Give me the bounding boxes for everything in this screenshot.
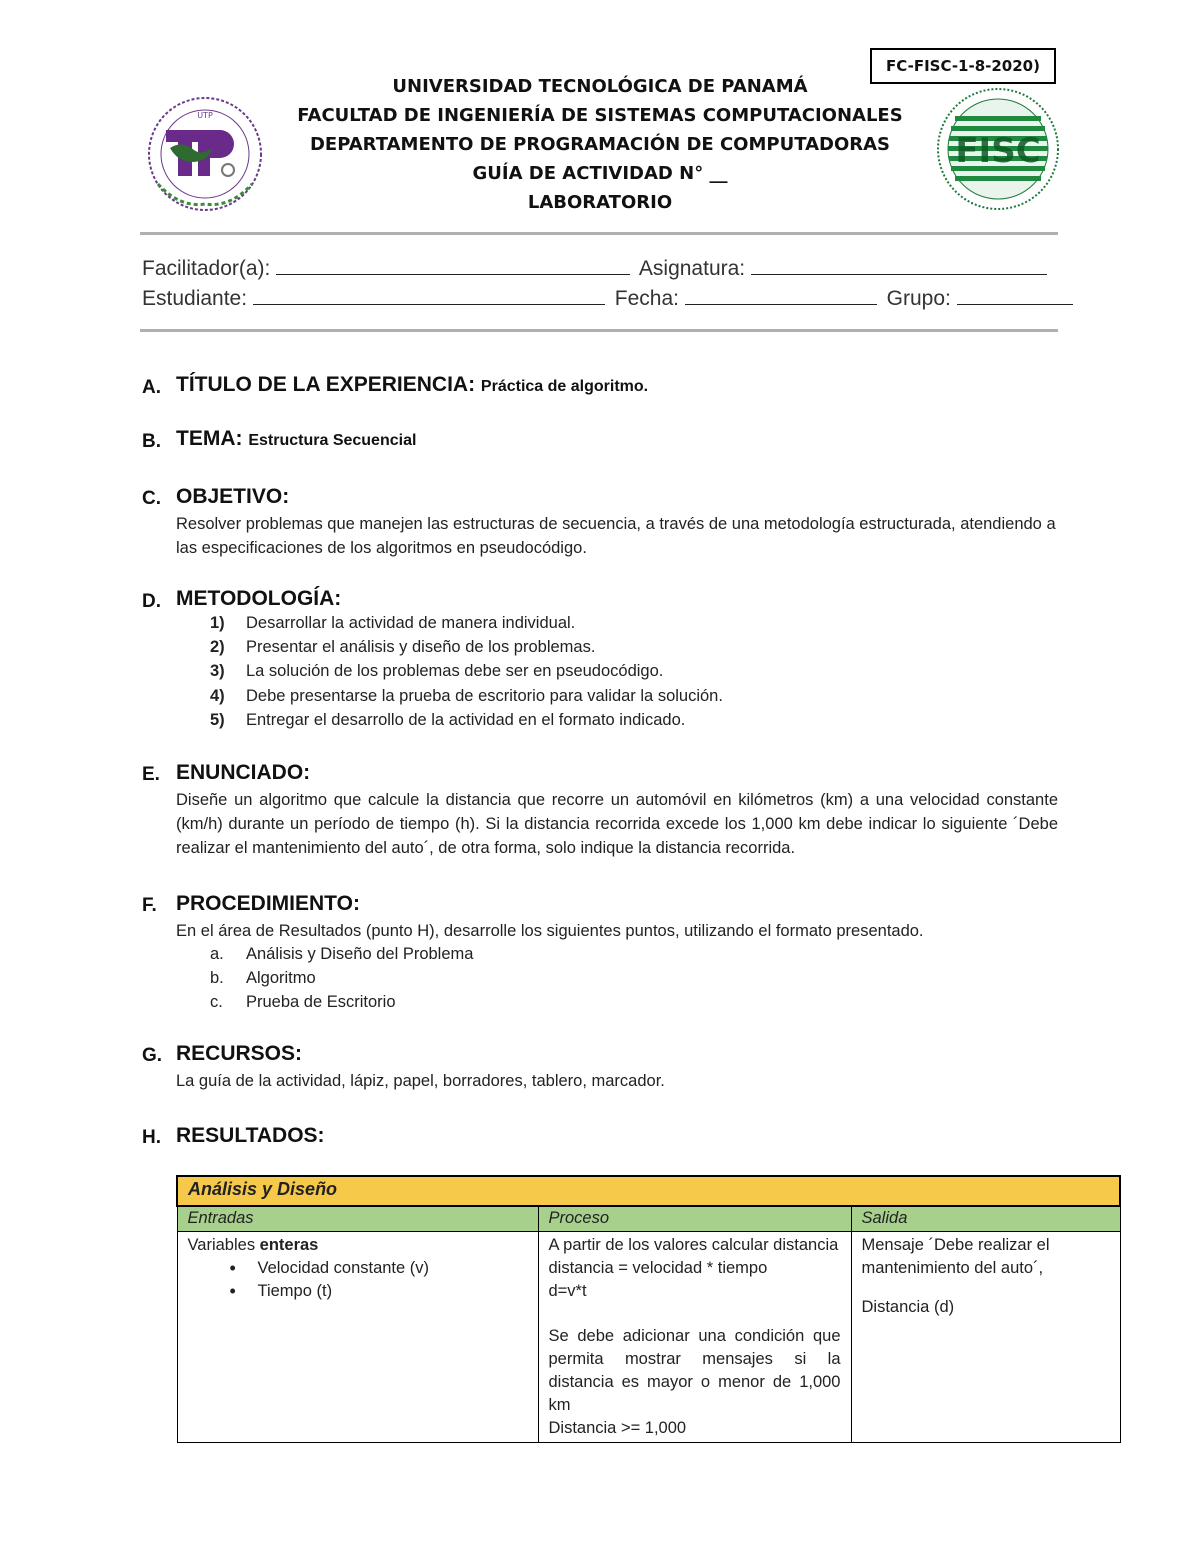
estudiante-label: Estudiante: <box>142 287 248 310</box>
proceso-line: A partir de los valores calcular distancia <box>548 1236 839 1254</box>
proceso-cell <box>538 1232 851 1443</box>
results-table-title-row <box>177 1176 1120 1206</box>
methodology-item: 2) Presentar el análisis y diseño de los problemas. <box>210 638 596 656</box>
entradas-intro: Variables <box>187 1236 260 1254</box>
methodology-item: 4) Debe presentarse la prueba de escritorio para validar la solución. <box>210 687 723 705</box>
proceso-condition: Se debe adicionar una condición que permita mostrar mensajes si la distancia es mayor o menor de 1,000 km <box>548 1327 841 1414</box>
fields-divider <box>140 329 1058 332</box>
proceso-line: distancia = velocidad * tiempo <box>548 1259 768 1277</box>
topic-value: Estructura Secuencial <box>248 432 417 449</box>
results-table <box>176 1175 1121 1443</box>
header-divider <box>140 232 1058 235</box>
header-activity-guide: GUÍA DE ACTIVIDAD N° __ <box>472 163 728 184</box>
section-e-letter: E. <box>142 764 160 785</box>
section-b-heading: TEMA: <box>176 427 243 450</box>
list-item: • Tiempo (t) <box>188 1280 528 1303</box>
section-b-title <box>176 427 416 451</box>
section-g-title: RECURSOS: <box>176 1042 303 1065</box>
section-g-letter: G. <box>142 1045 163 1066</box>
facilitador-label: Facilitador(a): <box>142 257 271 280</box>
asignatura-field[interactable] <box>751 256 1047 275</box>
section-a-title <box>176 373 648 397</box>
section-a-letter: A. <box>142 377 161 398</box>
estudiante-field[interactable] <box>253 286 605 305</box>
svg-text:UTP: UTP <box>197 111 213 120</box>
procedure-item: c. Prueba de Escritorio <box>210 993 396 1011</box>
header-university: UNIVERSIDAD TECNOLÓGICA DE PANAMÁ <box>392 76 808 97</box>
section-d-letter: D. <box>142 591 161 612</box>
fecha-field[interactable] <box>685 286 877 305</box>
header-faculty: FACULTAD DE INGENIERÍA DE SISTEMAS COMPUTACIONALES <box>297 105 903 126</box>
methodology-item: 3) La solución de los problemas debe ser en pseudocódigo. <box>210 662 664 680</box>
section-a-heading: TÍTULO DE LA EXPERIENCIA: <box>176 373 476 396</box>
problem-statement: Diseñe un algoritmo que calcule la distancia que recorre un automóvil en kilómetros (km) a una velocidad constante (km/h) durante un período de tiempo (h). Si la distancia recorrida excede los 1,000 km debe indicar lo siguiente ´Debe realizar el mantenimiento del auto´, de otra forma, solo indique la distancia recorrida. <box>176 791 1058 857</box>
document-header <box>250 72 950 217</box>
section-b-letter: B. <box>142 431 161 452</box>
fields-row-1 <box>142 256 1051 281</box>
section-d-title: METODOLOGÍA: <box>176 587 342 610</box>
results-table-header-row <box>177 1206 1120 1232</box>
salida-cell <box>851 1232 1120 1443</box>
fisc-logo-icon <box>935 86 1061 212</box>
svg-text:FISC: FISC <box>955 131 1041 171</box>
objective-text: Resolver problemas que manejen las estructuras de secuencia, a través de una metodología estructurada, atendiendo a las especificaciones de los algoritmos en pseudocódigo. <box>176 515 1056 557</box>
list-item: • Velocidad constante (v) <box>188 1257 528 1280</box>
table-row <box>177 1232 1120 1443</box>
entradas-cell <box>177 1232 538 1443</box>
methodology-item: 5) Entregar el desarrollo de la actividad en el formato indicado. <box>210 711 686 729</box>
experience-title: Práctica de algoritmo. <box>480 378 649 395</box>
section-f-letter: F. <box>142 895 157 916</box>
results-table-title: Análisis y Diseño <box>177 1176 1120 1206</box>
proceso-line: Distancia >= 1,000 <box>548 1419 687 1437</box>
header-laboratory: LABORATORIO <box>527 192 673 213</box>
fecha-label: Fecha: <box>614 287 679 310</box>
grupo-label: Grupo: <box>886 287 951 310</box>
procedure-item: b. Algoritmo <box>210 969 316 987</box>
salida-message: Mensaje ´Debe realizar el mantenimiento del auto´, <box>861 1236 1050 1277</box>
section-f-title: PROCEDIMIENTO: <box>176 892 360 915</box>
header-department: DEPARTAMENTO DE PROGRAMACIÓN DE COMPUTADORAS <box>309 134 891 155</box>
entradas-intro-bold: enteras <box>259 1236 319 1254</box>
form-code: FC-FISC-1-8-2020) <box>870 48 1056 84</box>
column-header-entradas: Entradas <box>177 1206 538 1232</box>
section-e-title: ENUNCIADO: <box>176 761 311 784</box>
section-c-title: OBJETIVO: <box>176 485 290 508</box>
section-h-letter: H. <box>142 1127 161 1148</box>
fields-row-2 <box>142 286 1077 311</box>
salida-distance: Distancia (d) <box>861 1298 955 1316</box>
section-c-letter: C. <box>142 488 161 509</box>
column-header-salida: Salida <box>851 1206 1120 1232</box>
facilitador-field[interactable] <box>276 256 630 275</box>
column-header-proceso: Proceso <box>538 1206 851 1232</box>
resources-text: La guía de la actividad, lápiz, papel, borradores, tablero, marcador. <box>176 1072 665 1090</box>
grupo-field[interactable] <box>957 286 1073 305</box>
section-h-title: RESULTADOS: <box>176 1124 325 1147</box>
asignatura-label: Asignatura: <box>638 257 746 280</box>
procedure-item: a. Análisis y Diseño del Problema <box>210 945 474 963</box>
methodology-item: 1) Desarrollar la actividad de manera individual. <box>210 614 576 632</box>
procedure-text: En el área de Resultados (punto H), desarrolle los siguientes puntos, utilizando el formato presentado. <box>176 922 924 940</box>
proceso-line: d=v*t <box>548 1282 587 1300</box>
